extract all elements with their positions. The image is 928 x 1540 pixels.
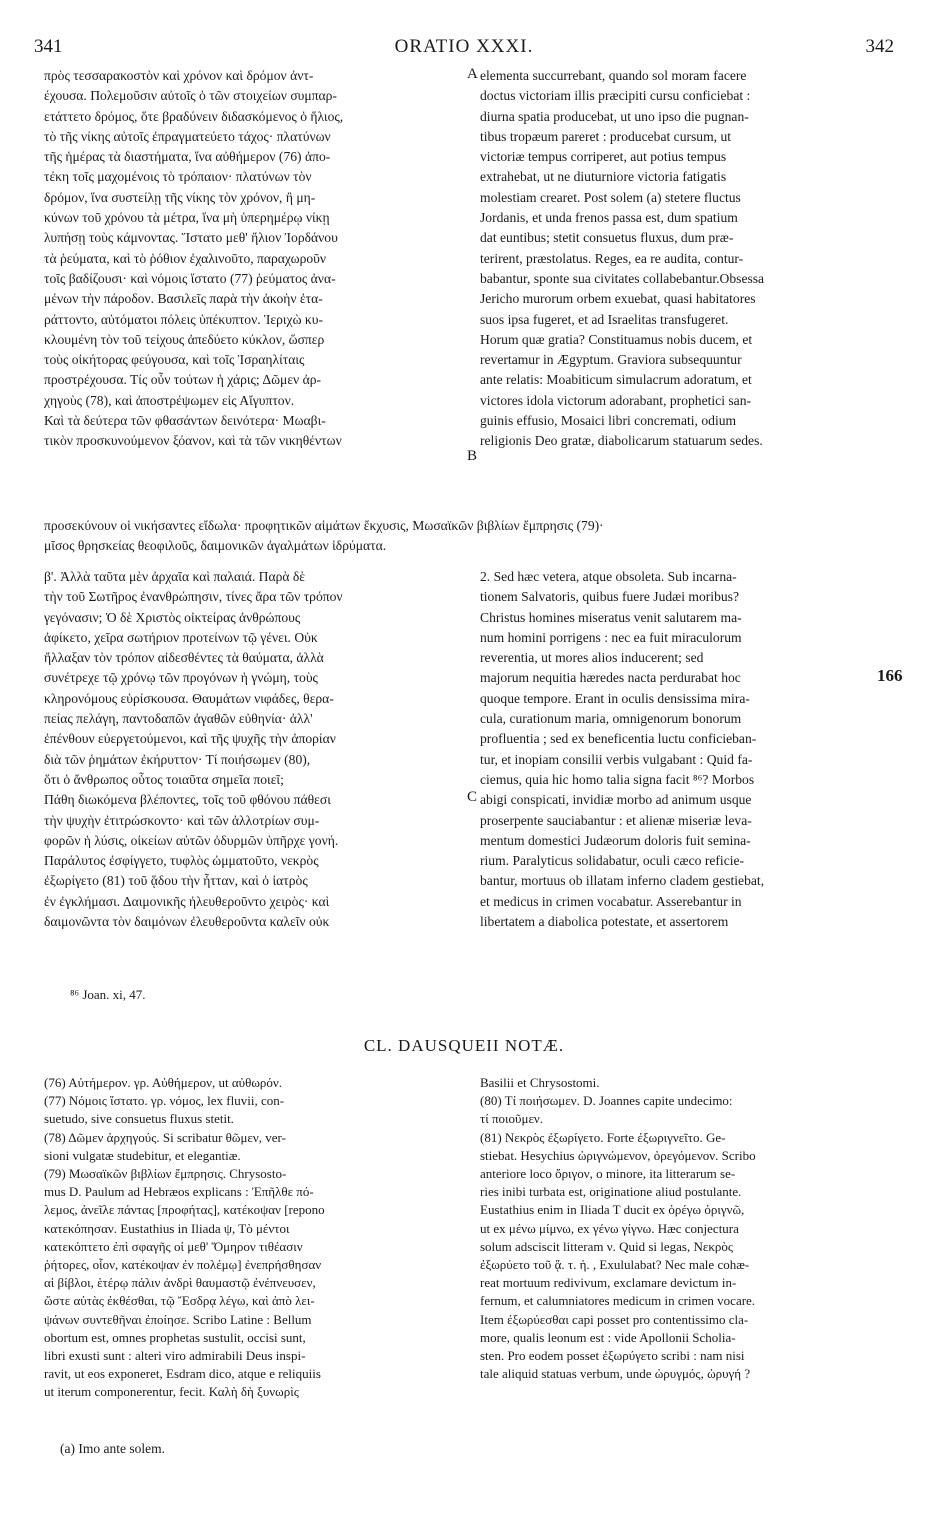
note-line: ries inibi turbata est, originatione aliud postulante. — [480, 1184, 742, 1200]
note-line: more, qualis leonum est : vide Apollonii Scholia- — [480, 1329, 736, 1345]
latin-text-line: Jericho murorum orbem exuebat, quasi habitatores — [480, 291, 756, 307]
latin-text-line: abigi conspicati, invidiæ morbo ad animum usque — [480, 792, 752, 808]
latin-text-line: revertamur in Ægyptum. Graviora subsequuntur — [480, 352, 742, 368]
note-line: (78) Δῶμεν ἀρχηγούς. Si scribatur θῶμεν, ver- — [44, 1129, 286, 1145]
greek-text-line: ἐξωρίγετο (81) τοῦ ᾅδου τὴν ἧτταν, καὶ ὁ ἰατρὸς — [44, 873, 308, 889]
latin-column-top — [480, 66, 895, 452]
note-line: αἱ βίβλοι, ἑτέρῳ πάλιν ἀνδρὶ θαυμαστῷ ἐνέπνευσεν, — [44, 1275, 316, 1291]
greek-text-line: φορῶν ἡ λύσις, οἰκείων αὐτῶν ὀδυρμῶν ὑπῆρχε γονή. — [44, 832, 339, 848]
note-line: ῥήτορες, οἷον, κατέκοψαν ἐν πολέμῳ] ἐνεπρήσθησαν — [44, 1257, 322, 1273]
note-line: τί ποιοῦμεν. — [480, 1111, 544, 1127]
note-line: sten. Pro eodem posset ἐξωρύγετο scribi : nam nisi — [480, 1348, 745, 1364]
latin-text-line: Horum quæ gratia? Constituamus nobis ducem, et — [480, 331, 753, 347]
note-line: Item ἐξωρύεσθαι capi posset pro contentissimo cla- — [480, 1311, 749, 1327]
latin-text-line: profluentia ; sed ex beneficentia luctu conficieban- — [480, 731, 757, 747]
latin-text-line: diurna spatia producebat, ut uno ipso die pugnan- — [480, 108, 749, 124]
latin-text-line: ante relatis: Moabiticum simulacrum adoratum, et — [480, 372, 752, 388]
greek-text-line: β'. Ἀλλὰ ταῦτα μὲν ἀρχαῖα καὶ παλαιά. Παρὰ δὲ — [44, 569, 306, 584]
greek-text-line: κύνων τοῦ χρόνου τὰ μέτρα, ἵνα μὴ ὑπερημέρῳ νίκῃ — [44, 210, 330, 226]
note-line: anteriore loco ὄριγον, o minore, ita litterarum se- — [480, 1166, 736, 1182]
note-line: ἐξωρύετο τοῦ ᾅ. τ. ἡ. , Exululabat? Nec male cohæ- — [480, 1257, 750, 1273]
note-line: fernum, et calumniatores medicum in crimen vocare. — [480, 1293, 756, 1309]
note-line: ψάνων συντεθῆναι ἐποίησε. Scribo Latine : Bellum — [44, 1311, 312, 1327]
note-line: obortum est, omnes prophetas sustulit, occisi sunt, — [44, 1329, 306, 1345]
greek-text-line: κληρονόμους εὑρίσκουσα. Θαυμάτων νιφάδες, θερα- — [44, 690, 334, 706]
latin-text-line: cula, curationum maria, omnigenorum bonorum — [480, 711, 742, 727]
greek-text-line: ράττοντο, αὐτόματοι πόλεις ὑπέκυπτον. Ἱεριχὼ κυ- — [44, 311, 324, 327]
latin-text-line: guinis effusio, Mosaici libri concremati, odium — [480, 413, 737, 429]
greek-text-line: γεγόνασιν; Ὁ δὲ Χριστὸς οἰκτείρας ἀνθρώπους — [44, 609, 301, 625]
note-line: tale aliquid statuas verbum, unde ὠρυγμός, ὠρυγή ? — [480, 1366, 751, 1382]
greek-full-line-1: προσεκύνουν οἱ νικήσαντες εἴδωλα· προφητικῶν αἱμάτων ἔκχυσις, Μωσαϊκῶν βιβλίων ἔμπρησις (79)· — [44, 518, 604, 533]
greek-text-line: ἐν ἐγκλήμασι. Δαιμονικῆς ἠλευθεροῦντο χειρὸς· καὶ — [44, 893, 330, 909]
greek-text-line: κλουμένη τὸν τοῦ τείχους ἀπεδύετο κύκλον, ὥσπερ — [44, 331, 325, 347]
latin-text-line: num homini porrigens : nec ea fuit miraculorum — [480, 629, 742, 645]
note-line: sioni vulgatæ studebitur, et elegantiæ. — [44, 1147, 241, 1163]
latin-text-line: mentum domestici Judæorum doloris fuit semina- — [480, 832, 751, 848]
latin-text-line: quoque tempore. Erant in oculis densissima mira- — [480, 690, 750, 706]
greek-text-line: τῆς ἡμέρας τὰ διαστήματα, ἵνα αὐθήμερον (76) ἀπο- — [44, 149, 331, 165]
note-line: reat mortuum redivivum, exclamare devictum in- — [480, 1275, 737, 1291]
note-line: stiebat. Hesychius ὠριγνώμενον, ὀρεγόμενον. Scribo — [480, 1147, 756, 1163]
notes-title: CL. DAUSQUEII NOTÆ. — [363, 1036, 565, 1055]
note-line: κατεκόπτετο ἐπὶ σφαγῆς οἱ μεθ' Ὅμηρον τιθέασιν — [44, 1238, 303, 1254]
note-line: ravit, ut eos exponeret, Esdram dico, atque e reliquiis — [44, 1366, 321, 1382]
latin-text-line: victoriæ tempus corriperet, aut potius tempus — [480, 149, 727, 165]
running-header — [34, 36, 894, 62]
latin-column-bottom — [480, 567, 895, 932]
latin-text-line: et medicus in crimen vocabatur. Asserebantur in — [480, 893, 742, 909]
greek-text-line: πείας πελάγη, παντοδαπῶν ἀγαθῶν εὐθηνία· ἀλλ' — [44, 711, 313, 727]
greek-text-line: διὰ τῶν ῥημάτων ἐκήρυττον· Τί ποιήσωμεν (80), — [44, 751, 311, 767]
greek-text-line: τὴν τοῦ Σωτῆρος ἐνανθρώπησιν, τίνες ἄρα τῶν τρόπον — [44, 589, 343, 605]
running-title: ORATIO XXXI. — [394, 36, 534, 57]
latin-text-line: ciemus, quia hic homo talia signa facit ⁸⁶? Morbos — [480, 771, 755, 787]
note-line: (76) Αὐτήμερον. γρ. Αὐθήμερον, ut αὐθωρόν. — [44, 1075, 282, 1090]
margin-letter-c: C — [467, 789, 478, 805]
latin-text-line: terirent, præstolatus. Reges, ea re audita, contur- — [480, 250, 744, 266]
greek-text-line: τέκη τοῖς μαχομένοις τὸ τρόπαιον· πλατύνων τὸν — [44, 169, 312, 185]
latin-text-line: extrahebat, ut ne diuturniore victoria fatigatis — [480, 169, 727, 185]
note-line: Eustathius enim in Iliada T ducit ex ὀρέγω ὀριγνῶ, — [480, 1202, 745, 1218]
note-line: ut ex μένω μίμνω, ex γένω γίγνω. Hæc conjectura — [480, 1220, 739, 1236]
note-line: κατεκόπησαν. Eustathius in Iliada ψ, Τὸ μέντοι — [44, 1220, 290, 1236]
greek-text-line: δρόμον, ἵνα συστείλῃ τῆς νίκης τὸν χρόνον, ἢ μη- — [44, 189, 316, 205]
latin-text-line: tur, et inopiam consilii verbis vulgabant : Quid fa- — [480, 751, 753, 767]
latin-text-line: libertatem a diabolica potestate, et assertorem — [480, 914, 729, 930]
greek-text-line: λυπήσῃ τοὺς κάμνοντας. Ἵστατο μεθ' ἥλιον Ἰορδάνου — [44, 230, 338, 246]
latin-text-line: babantur, sponte sua civitates collabebantur.Obsessa — [480, 270, 765, 286]
greek-column-bottom — [44, 567, 464, 932]
latin-text-line: elementa succurrebant, quando sol moram facere — [480, 68, 747, 83]
greek-text-line: ὅτι ὁ ἄνθρωπος οὗτος τοιαῦτα σημεῖα ποιεῖ; — [44, 771, 284, 787]
latin-text-line: dat euntibus; stetit consuetus fluxus, dum præ- — [480, 230, 734, 246]
greek-text-line: ἤλλαξαν τὸν τρόπον αἰδεσθέντες τὰ θαύματα, ἀλλὰ — [44, 650, 324, 666]
note-line: (77) Νόμοις ἵστατο. γρ. νόμος, lex fluvii, con- — [44, 1093, 285, 1109]
greek-text-line: συνέτρεχε τῷ χρόνῳ τῶν προγόνων ἡ γνώμη, τοὺς — [44, 670, 318, 686]
greek-text-line: ἀφίκετο, χεῖρα σωτήριον προτείνων τῷ γένει. Οὐκ — [44, 629, 318, 645]
footnote: ⁸⁶ Joan. xi, 47. — [70, 987, 146, 1002]
latin-text-line: proserpente sauciabantur : et alienæ miseriæ leva- — [480, 812, 752, 828]
latin-text-line: majorum nequitia hæredes nacta perdurabat hoc — [480, 670, 741, 686]
margin-letter-b: B — [467, 448, 478, 464]
greek-text-line: τὴν ψυχὴν ἐτιτρώσκοντο· καὶ τῶν ἀλλοτρίων συμ- — [44, 812, 320, 828]
note-line: (79) Μωσαϊκῶν βιβλίων ἔμπρησις. Chrysosto- — [44, 1166, 287, 1182]
latin-text-line: molestiam crearet. Post solem (a) stetere fluctus — [480, 189, 741, 205]
latin-text-line: victores idola victorum adorabant, prophetici san- — [480, 392, 752, 408]
greek-text-line: τὰ ῥεύματα, καὶ τὸ ῥόθιον ἐχαλινοῦτο, παραχωροῦν — [44, 250, 327, 266]
greek-text-line: πρὸς τεσσαρακοστὸν καὶ χρόνον καὶ δρόμον ἀντ- — [44, 68, 314, 83]
note-line: suetudo, sive consuetus fluxus stetit. — [44, 1111, 234, 1127]
note-line: mus D. Paulum ad Hebræos explicans : Ἐπῆλθε πό- — [44, 1184, 314, 1200]
latin-text-line: tionem Salvatoris, quibus fuere Judæi moribus? — [480, 589, 740, 605]
note-line: (81) Νεκρὸς ἐξωρίγετο. Forte ἐξωριγνεῖτο. Ge- — [480, 1129, 726, 1145]
page-number-left: 341 — [34, 36, 63, 57]
latin-text-line: Christus homines miseratus venit salutarem ma- — [480, 609, 742, 625]
greek-text-line: προστρέχουσα. Τίς οὖν τούτων ἡ χάρις; Δῶμεν ἀρ- — [44, 372, 322, 388]
greek-text-line: τικὸν προσκυνούμενον ξόανον, καὶ τὰ τῶν νικηθέντων — [44, 433, 342, 449]
note-line: Basilii et Chrysostomi. — [480, 1075, 600, 1090]
greek-text-line: δαιμονῶντα τὸν δαιμόνων ἐλευθεροῦντα καλεῖν οὐκ — [44, 914, 330, 930]
greek-full-line-2: μῖσος θρησκείας θεοφιλοῦς, δαιμονικῶν ἀγαλμάτων ἱδρύματα. — [44, 538, 387, 553]
greek-text-line: τοὺς οἰκήτορας φεύγουσα, καὶ τοῖς Ἰσραηλίταις — [44, 352, 305, 368]
greek-text-line: ἐπένθουν εὐεργετούμενοι, καὶ τῆς ψυχῆς τὴν ἀπορίαν — [44, 731, 336, 747]
bottom-note: (a) Imo ante solem. — [60, 1441, 165, 1456]
notes-column-right — [480, 1074, 898, 1383]
greek-text-line: μένων τὴν πάροδον. Βασιλεῖς παρὰ τὴν ἀκοὴν ἐτα- — [44, 291, 323, 307]
latin-text-line: rium. Paralyticus solidabatur, oculi cæco reficie- — [480, 853, 745, 869]
latin-text-line: Jordanis, et unda frenos passa est, dum spatium — [480, 210, 738, 226]
note-line: ut iterum componerentur, fecit. Καλὴ δὴ ξυνωρὶς — [44, 1384, 299, 1400]
greek-text-line: Πάθη διωκόμενα βλέποντες, τοῖς τοῦ φθόνου πάθεσι — [44, 792, 331, 808]
note-line: ὥστε αὐτὰς ἐκθέσθαι, τῷ Ἔσδρᾳ λέγω, καὶ ἀπὸ λει- — [44, 1293, 315, 1309]
greek-text-line: Παράλυτος ἐσφίγγετο, τυφλὸς ὠμματοῦτο, νεκρὸς — [44, 853, 319, 869]
greek-text-line: ετάττετο δρόμος, ὅτε βραδύνειν διδασκόμενος ὁ ἥλιος, — [44, 108, 344, 124]
greek-text-line: τοῖς βαδίζουσι· καὶ νόμοις ἵστατο (77) ῥεύματος ἀνα- — [44, 270, 336, 286]
greek-column-top — [44, 66, 464, 452]
greek-text-line: χηγοὺς (78), καὶ ἀποστρέψωμεν εἰς Αἴγυπτον. — [44, 392, 295, 408]
latin-text-line: tibus tropæum pareret : producebat cursum, ut — [480, 128, 732, 144]
notes-column-left — [44, 1074, 464, 1402]
latin-text-line: 2. Sed hæc vetera, atque obsoleta. Sub incarna- — [480, 569, 737, 584]
note-line: λεμος, ἀνεῖλε πάντας [προφήτας], κατέκοψαν [repono — [44, 1202, 325, 1218]
latin-text-line: bantur, mortuus ob illatam inferno cladem gestiebat, — [480, 873, 765, 889]
greek-text-line: έχουσα. Πολεμοῦσιν αὐτοῖς ὁ τῶν στοιχείων συμπαρ- — [44, 88, 337, 104]
latin-text-line: suos ipsa fugeret, et ad Israelitas transfugeret. — [480, 311, 729, 327]
marginal-number: 166 — [877, 666, 903, 685]
margin-letter-a: A — [467, 66, 478, 82]
note-line: solum adsciscit litteram ν. Quid si legas, Νεκρὸς — [480, 1238, 734, 1254]
greek-text-line: τὸ τῆς νίκης αὐτοῖς ἐπραγματεύετο τάχος· πλατύνων — [44, 128, 331, 144]
latin-text-line: reverentia, ut mores alios inducerent; sed — [480, 650, 704, 666]
note-line: (80) Τί ποιήσωμεν. D. Joannes capite undecimo: — [480, 1093, 733, 1109]
page-number-right: 342 — [865, 36, 894, 57]
latin-text-line: religionis Deo gratæ, diabolicarum statuarum sedes. — [480, 433, 763, 449]
greek-text-line: Καὶ τὰ δεύτερα τῶν φθασάντων δεινότερα· Μωαβι- — [44, 413, 326, 429]
latin-text-line: doctus victoriam illis præcipiti cursu conficiebat : — [480, 88, 751, 104]
note-line: libri exusti sunt : alteri viro admirabili Deus inspi- — [44, 1348, 306, 1364]
